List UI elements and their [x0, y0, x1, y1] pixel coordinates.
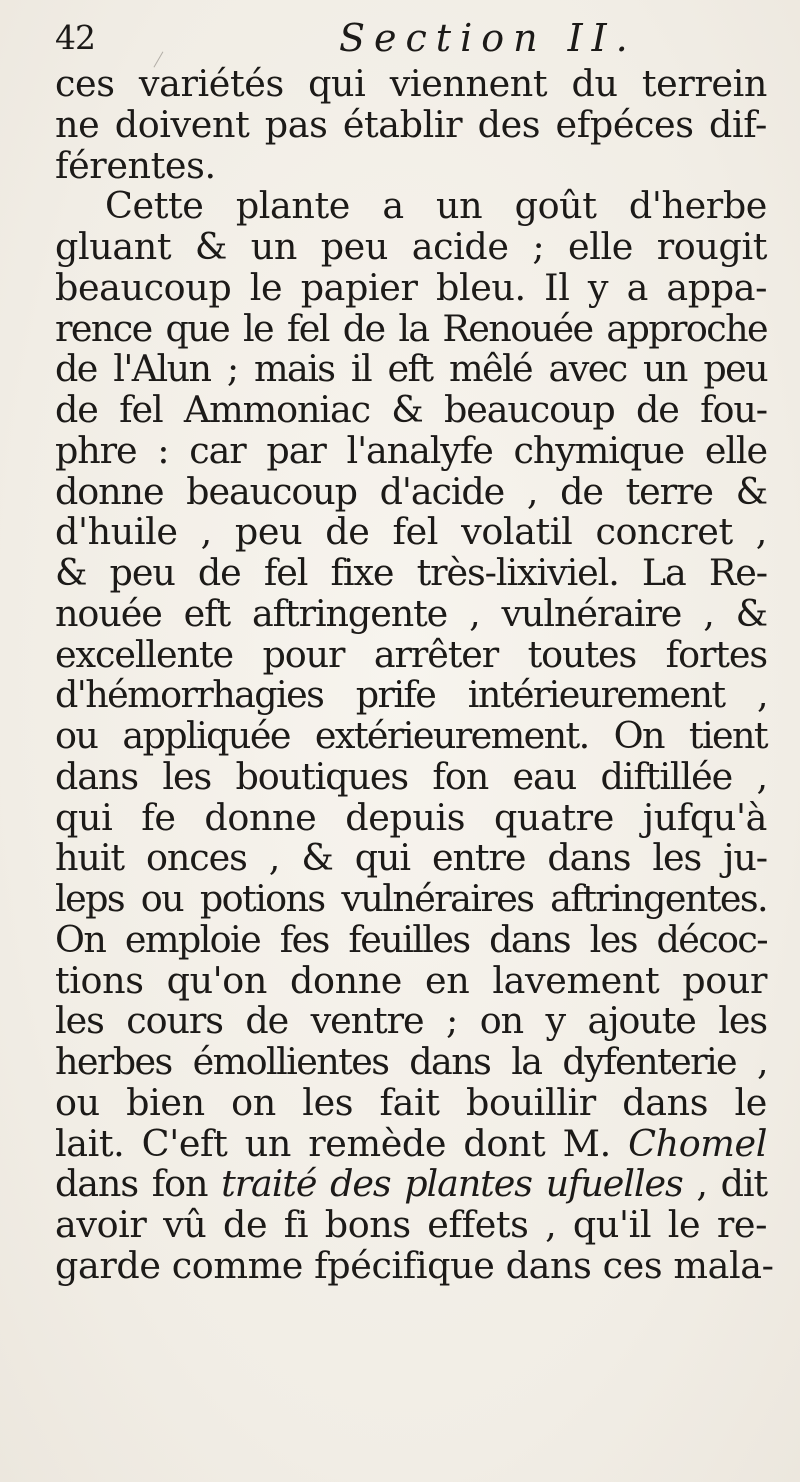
text-line: avoir vû de fi bons effets , qu'il le re-	[55, 1203, 767, 1246]
text-line: d'hémorrhagies prife intérieurement ,	[55, 673, 767, 717]
text-segment: dans fon	[55, 1162, 222, 1206]
text-segment: , dit	[682, 1162, 767, 1206]
text-line: ou bien on les fait bouillir dans le	[55, 1080, 767, 1124]
text-line: férentes.	[55, 143, 216, 187]
text-line: tions qu'on donne en lavement pour	[55, 958, 767, 1002]
page-header	[55, 14, 775, 64]
text-line: beaucoup le papier bleu. Il y a appa-	[55, 265, 767, 309]
text-line: ces variétés qui viennent du terrein	[55, 62, 767, 105]
text-line: excellente pour arrêter toutes fortes	[55, 632, 767, 676]
text-line: leps ou potions vulnéraires aftringentes.	[55, 877, 767, 920]
text-line: gluant & un peu acide ; elle rougit	[55, 225, 767, 268]
text-line: garde comme fpécifique dans ces mala-	[55, 1243, 774, 1287]
body-text	[55, 62, 774, 1287]
text-line: On emploie fes feuilles dans les décoc-	[55, 917, 767, 961]
text-line-with-italic	[55, 1121, 767, 1165]
text-line: Cette plante a un goût d'herbe	[105, 184, 767, 228]
text-line: huit onces , & qui entre dans les ju-	[55, 836, 767, 880]
book-title-italic: traité des plantes ufuelles	[221, 1162, 683, 1206]
text-line: d'huile , peu de fel volatil concret ,	[55, 510, 767, 554]
author-name-chomel: Chomel	[628, 1121, 767, 1165]
page-number: 42	[55, 18, 95, 57]
text-line: donne beaucoup d'acide , de terre &	[55, 469, 767, 513]
text-line: de fel Ammoniac & beaucoup de fou-	[55, 388, 767, 431]
text-segment: lait. C'eft un remède dont M.	[55, 1121, 629, 1165]
text-line: ne doivent pas établir des efpéces dif-	[55, 102, 767, 146]
text-line: & peu de fel fixe très-lixiviel. La Re-	[55, 551, 767, 594]
text-line: nouée eft aftringente , vulnéraire , &	[55, 591, 767, 635]
text-line: les cours de ventre ; on y ajoute les	[55, 999, 767, 1043]
text-line: rence que le fel de la Renouée approche	[55, 306, 767, 350]
text-line: ou appliquée extérieurement. On tient	[55, 714, 767, 757]
text-line: herbes émollientes dans la dyfenterie ,	[55, 1040, 767, 1083]
running-head: Section II.	[339, 16, 637, 60]
text-line: qui fe donne depuis quatre jufqu'à	[55, 795, 767, 839]
text-line: phre : car par l'analyfe chymique elle	[55, 428, 767, 472]
text-line-with-italic	[55, 1164, 767, 1205]
text-line: dans les boutiques fon eau diftillée ,	[55, 754, 767, 798]
text-line: de l'Alun ; mais il eft mêlé avec un peu	[55, 347, 767, 391]
